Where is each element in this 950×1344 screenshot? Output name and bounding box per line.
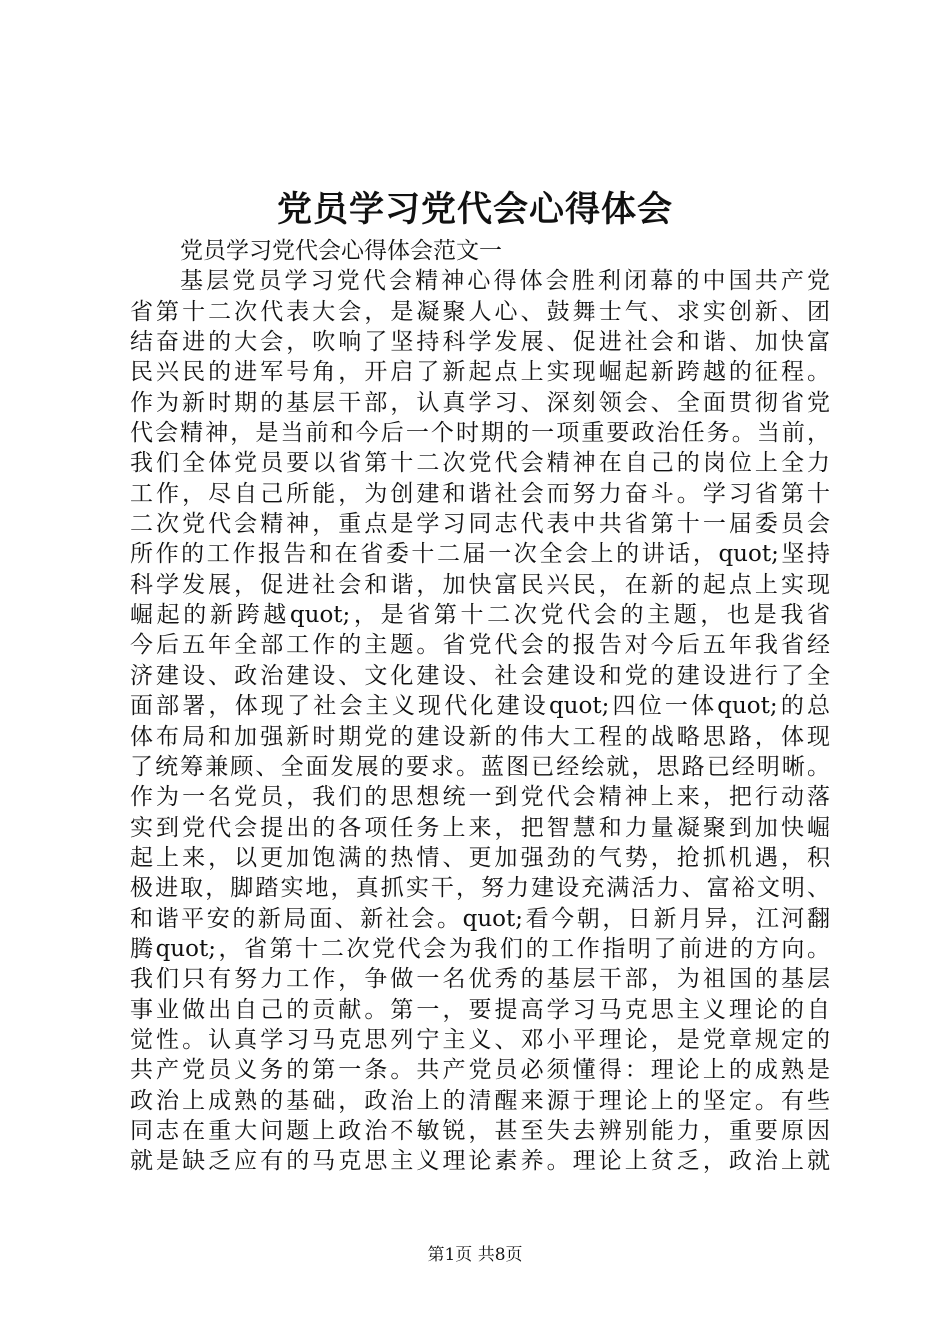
body-line: 就是缺乏应有的马克思主义理论素养。理论上贫乏，政治上就 — [130, 1148, 830, 1175]
body-line: 腾quot;，省第十二次党代会为我们的工作指明了前进的方向。 — [130, 935, 830, 962]
body-line: 起上来，以更加饱满的热情、更加强劲的气势，抢抓机遇，积 — [130, 844, 830, 871]
body-line: 崛起的新跨越quot;，是省第十二次党代会的主题，也是我省 — [130, 602, 830, 629]
body-line: 科学发展，促进社会和谐，加快富民兴民，在新的起点上实现 — [130, 571, 830, 598]
body-line: 济建设、政治建设、文化建设、社会建设和党的建设进行了全 — [130, 662, 830, 689]
body-line: 基层党员学习党代会精神心得体会胜利闭幕的中国共产党 — [180, 268, 830, 295]
body-line: 今后五年全部工作的主题。省党代会的报告对今后五年我省经 — [130, 632, 830, 659]
body-line: 省第十二次代表大会，是凝聚人心、鼓舞士气、求实创新、团 — [130, 298, 830, 325]
document-title: 党员学习党代会心得体会 — [276, 189, 673, 230]
document-subtitle: 党员学习党代会心得体会范文一 — [180, 238, 502, 264]
body-line: 工作，尽自己所能，为创建和谐社会而努力奋斗。学习省第十 — [130, 480, 830, 507]
body-line: 所作的工作报告和在省委十二届一次全会上的讲话，quot;坚持 — [130, 541, 830, 568]
body-line: 了统筹兼顾、全面发展的要求。蓝图已经绘就，思路已经明晰。 — [130, 753, 830, 780]
body-line: 体布局和加强新时期党的建设新的伟大工程的战略思路，体现 — [130, 723, 830, 750]
body-line: 共产党员义务的第一条。共产党员必须懂得：理论上的成熟是 — [130, 1057, 830, 1084]
body-line: 结奋进的大会，吹响了坚持科学发展、促进社会和谐、加快富 — [130, 329, 830, 356]
body-line: 觉性。认真学习马克思列宁主义、邓小平理论，是党章规定的 — [130, 1026, 830, 1053]
body-line: 同志在重大问题上政治不敏锐，甚至失去辨别能力，重要原因 — [130, 1117, 830, 1144]
document-body — [130, 236, 830, 1177]
body-line: 作为一名党员，我们的思想统一到党代会精神上来，把行动落 — [130, 784, 830, 811]
body-line: 面部署，体现了社会主义现代化建设quot;四位一体quot;的总 — [130, 693, 830, 720]
body-line: 我们只有努力工作，争做一名优秀的基层干部，为祖国的基层 — [130, 966, 830, 993]
body-line: 民兴民的进军号角，开启了新起点上实现崛起新跨越的征程。 — [130, 359, 830, 386]
body-line: 极进取，脚踏实地，真抓实干，努力建设充满活力、富裕文明、 — [130, 875, 830, 902]
body-line: 实到党代会提出的各项任务上来，把智慧和力量凝聚到加快崛 — [130, 814, 830, 841]
body-line: 政治上成熟的基础，政治上的清醒来源于理论上的坚定。有些 — [130, 1087, 830, 1114]
body-line: 事业做出自己的贡献。第一，要提高学习马克思主义理论的自 — [130, 996, 830, 1023]
page-footer: 第1页 共8页 — [427, 1245, 523, 1265]
body-line: 作为新时期的基层干部，认真学习、深刻领会、全面贯彻省党 — [130, 389, 830, 416]
body-line: 我们全体党员要以省第十二次党代会精神在自己的岗位上全力 — [130, 450, 830, 477]
body-line: 代会精神，是当前和今后一个时期的一项重要政治任务。当前， — [130, 420, 830, 447]
body-line: 和谐平安的新局面、新社会。quot;看今朝，日新月异，江河翻 — [130, 905, 830, 932]
body-line: 二次党代会精神，重点是学习同志代表中共省第十一届委员会 — [130, 511, 830, 538]
